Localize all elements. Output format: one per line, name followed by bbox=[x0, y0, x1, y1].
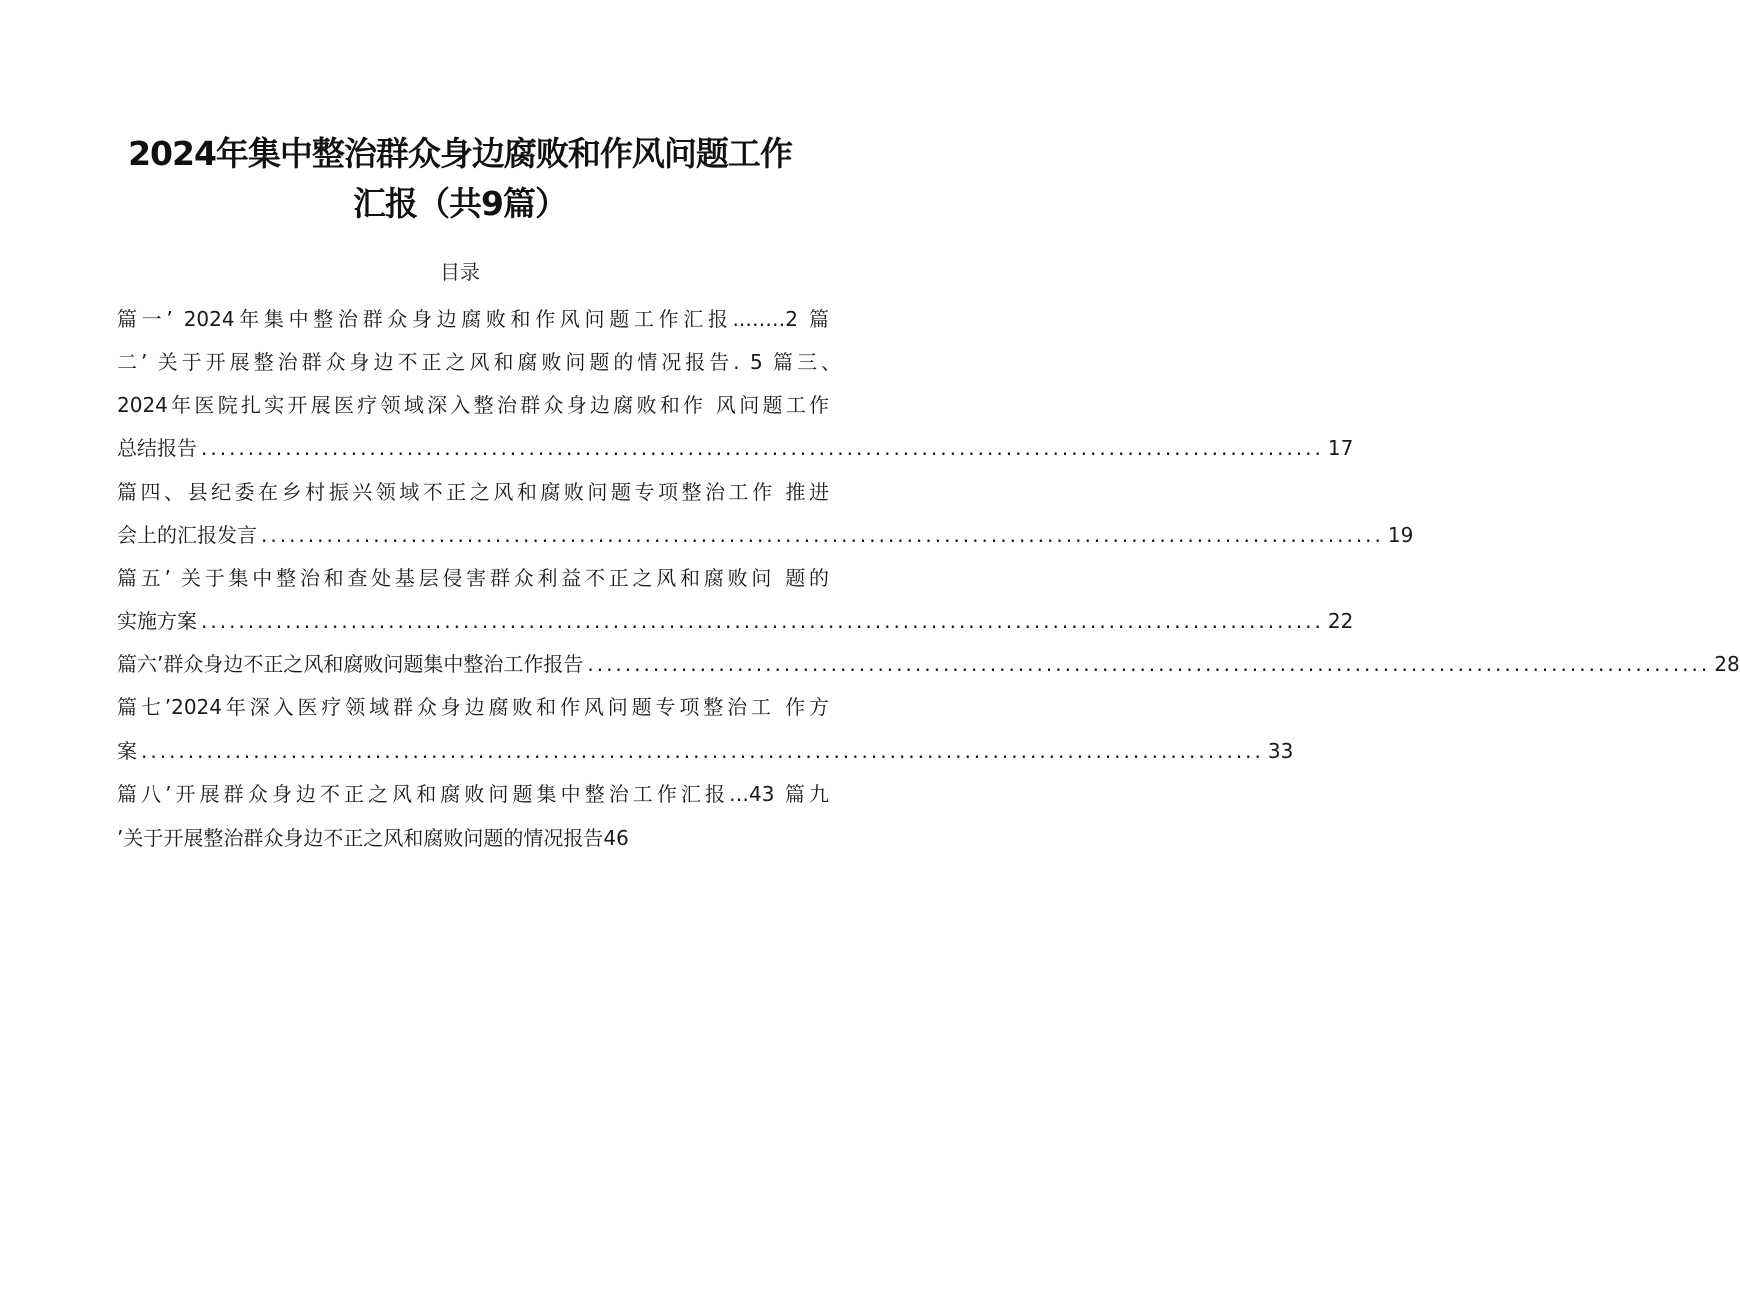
toc-line: 篇七’2024年深入医疗领域群众身边腐败和作风问题专项整治工 作方 bbox=[117, 695, 829, 719]
toc-entry-leader-line bbox=[117, 519, 1414, 551]
toc-entry-leader-line bbox=[117, 605, 1354, 637]
toc-entry-leader-line bbox=[117, 432, 1354, 464]
toc-line: 二’ 关于开展整治群众身边不正之风和腐败问题的情况报告. 5 篇三、 bbox=[117, 350, 841, 374]
toc-line: 篇一’ 2024年集中整治群众身边腐败和作风问题工作汇报..……2 篇 bbox=[117, 307, 829, 331]
toc-line: ’关于开展整治群众身边不正之风和腐败问题的情况报告46 bbox=[117, 826, 629, 850]
toc-line: 篇五’ 关于集中整治和查处基层侵害群众利益不正之风和腐败问 题的 bbox=[117, 566, 829, 590]
toc-heading: 目录 bbox=[440, 260, 480, 284]
toc-entry-leader-line bbox=[117, 648, 1740, 680]
toc-leader-dots: ........................................................................................................................ bbox=[141, 739, 1264, 763]
document-title-line-2: 汇报（共9篇） bbox=[353, 184, 567, 223]
toc-entry-text: 案 bbox=[117, 739, 137, 763]
document-title-line-1: 2024年集中整治群众身边腐败和作风问题工作 bbox=[128, 134, 792, 173]
toc-leader-dots: ........................................................................................................................ bbox=[201, 436, 1324, 460]
toc-entry-text: 篇六’群众身边不正之风和腐败问题集中整治工作报告 bbox=[117, 652, 584, 676]
toc-leader-dots: ........................................................................................................................ bbox=[587, 652, 1711, 676]
toc-line: 篇四、县纪委在乡村振兴领域不正之风和腐败问题专项整治工作 推进 bbox=[117, 480, 829, 504]
toc-entry-text: 实施方案 bbox=[117, 609, 197, 633]
toc-page-number: 33 bbox=[1267, 739, 1294, 763]
toc-line: 2024年医院扎实开展医疗领域深入整治群众身边腐败和作 风问题工作 bbox=[117, 393, 829, 417]
toc-line: 篇八’开展群众身边不正之风和腐败问题集中整治工作汇报…43 篇九 bbox=[117, 782, 829, 806]
toc-page-number: 22 bbox=[1327, 609, 1354, 633]
toc-leader-dots: ........................................................................................................................ bbox=[261, 523, 1384, 547]
toc-entry-leader-line bbox=[117, 735, 1294, 767]
toc-page-number: 19 bbox=[1387, 523, 1414, 547]
toc-entry-text: 会上的汇报发言 bbox=[117, 523, 257, 547]
toc-page-number: 17 bbox=[1327, 436, 1354, 460]
toc-leader-dots: ........................................................................................................................ bbox=[201, 609, 1324, 633]
toc-page-number: 28 bbox=[1714, 652, 1740, 676]
toc-entry-text: 总结报告 bbox=[117, 436, 197, 460]
